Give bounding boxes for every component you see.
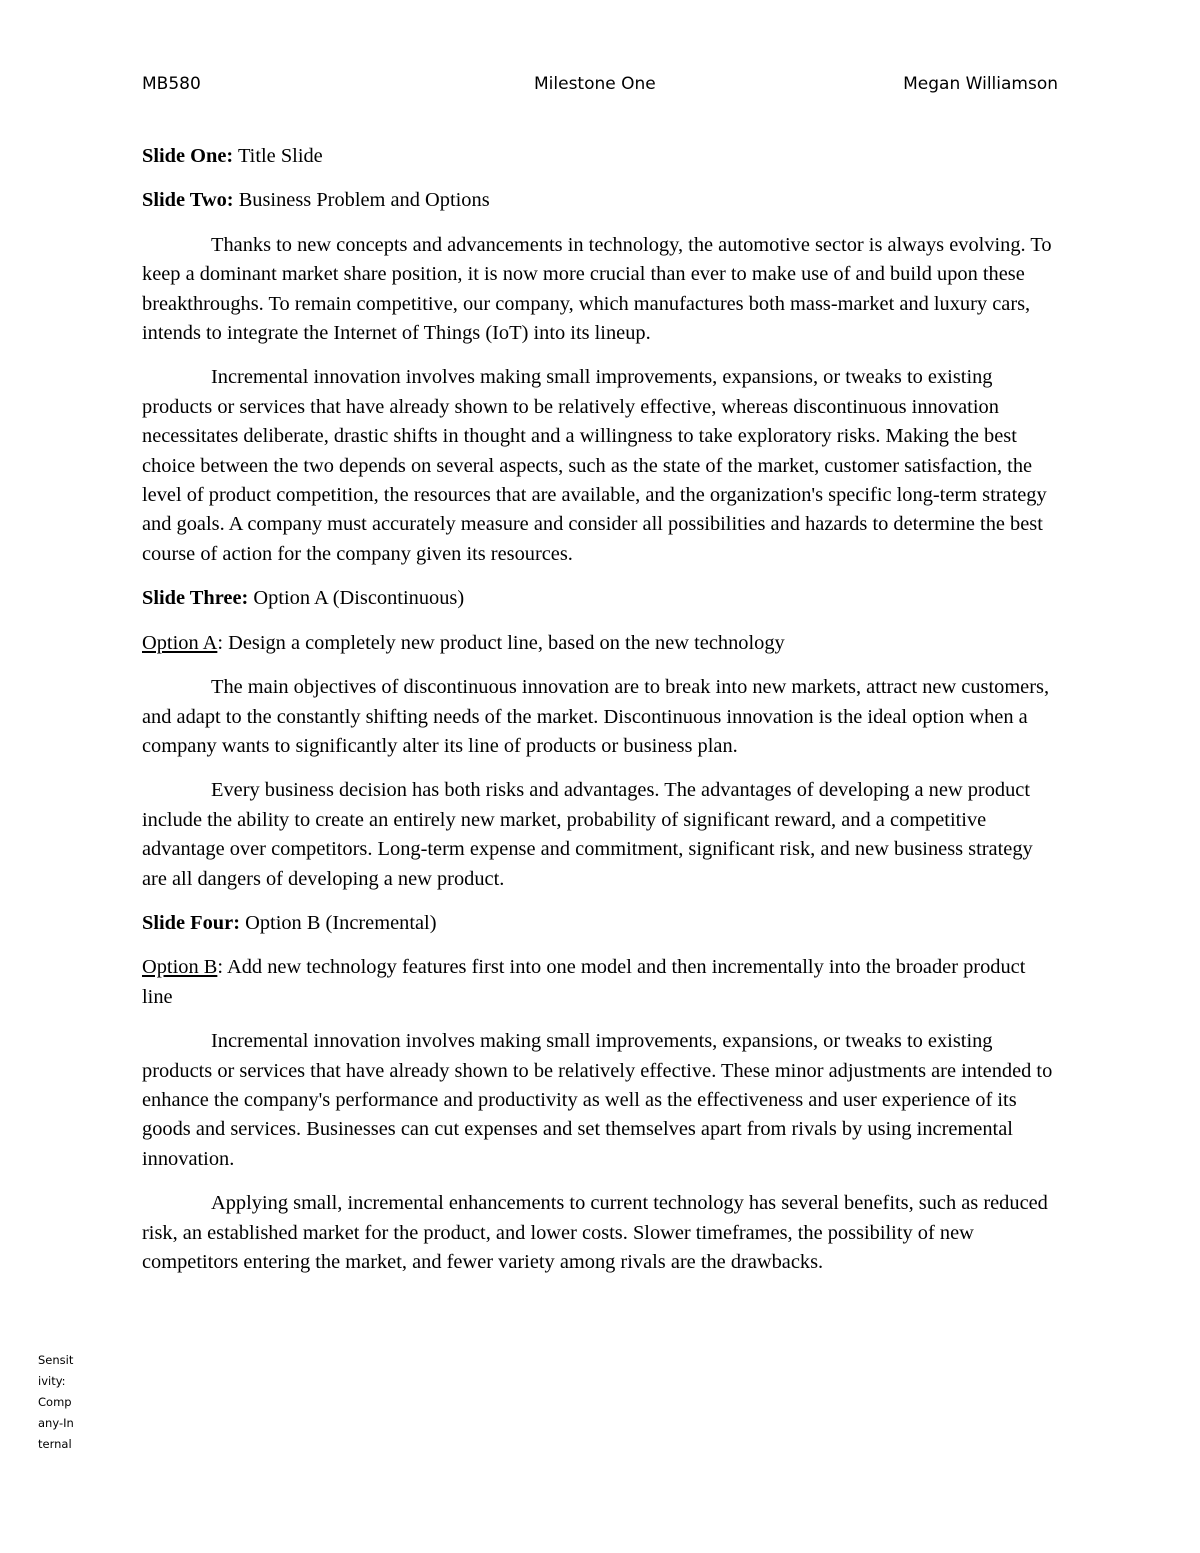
option-b-label: Option B (142, 956, 218, 979)
slide-one-title: Title Slide (237, 145, 323, 167)
slide-two-label: Slide Two: (142, 189, 234, 212)
option-a-text: : Design a completely new product line, based on the new technology (217, 631, 785, 654)
option-a-label: Option A (142, 631, 218, 654)
option-a-line (142, 629, 1058, 658)
slide-four-heading (142, 909, 1058, 938)
slide-four-label: Slide Four: (142, 911, 240, 934)
header-assignment: Milestone One (534, 74, 656, 94)
slide-two-title: Business Problem and Options (238, 189, 490, 212)
slide-four-paragraph-1: Incremental innovation involves making small improvements, expansions, or tweaks to existing products or services that have already shown to be relatively effective. These minor adjustments are intended to enhance the company's performance and productivity as well as the effectiveness and user experience of its goods and services. Businesses can cut expenses and set themselves apart from rivals by using incremental innovation. (142, 1030, 1053, 1170)
sensitivity-label: Sensitivity: Company-Internal (38, 1353, 74, 1451)
document-body (142, 142, 1058, 1292)
header-author: Megan Williamson (903, 74, 1058, 94)
slide-three-label: Slide Three: (142, 587, 249, 610)
option-b-text: : Add new technology features first into one model and then incrementally into the broader product line (142, 956, 1026, 1008)
slide-one-heading (142, 142, 1058, 171)
slide-three-title: Option A (Discontinuous) (253, 587, 465, 610)
slide-three-heading (142, 584, 1058, 613)
page-header (142, 74, 1058, 98)
slide-four-title: Option B (Incremental) (245, 911, 437, 934)
slide-four-paragraph-2: Applying small, incremental enhancements to current technology has several benefits, such as reduced risk, an established market for the product, and lower costs. Slower timeframes, the possibility of new competitors entering the market, and fewer variety among rivals are the drawbacks. (142, 1192, 1048, 1273)
slide-one-label: Slide One: (142, 145, 234, 167)
slide-two-heading (142, 186, 1058, 215)
slide-three-paragraph-1: The main objectives of discontinuous innovation are to break into new markets, attract new customers, and adapt to the constantly shifting needs of the market. Discontinuous innovation is the ideal option when a company wants to significantly alter its line of products or business plan. (142, 676, 1050, 757)
option-b-line (142, 953, 1058, 1012)
header-course: MB580 (142, 74, 201, 94)
slide-two-paragraph-1: Thanks to new concepts and advancements in technology, the automotive sector is always evolving. To keep a dominant market share position, it is now more crucial than ever to make use of and build upon these breakthroughs. To remain competitive, our company, which manufactures both mass-market and luxury cars, intends to integrate the Internet of Things (IoT) into its lineup. (142, 233, 1052, 345)
slide-two-paragraph-2: Incremental innovation involves making small improvements, expansions, or tweaks to existing products or services that have already shown to be relatively effective, whereas discontinuous innovation necessitates deliberate, drastic shifts in thought and a willingness to take exploratory risks. Making the best choice between the two depends on several aspects, such as the state of the market, customer satisfaction, the level of product competition, the resources that are available, and the organization's specific long-term strategy and goals. A company must accurately measure and consider all possibilities and hazards to determine the best course of action for the company given its resources. (142, 366, 1047, 565)
slide-three-paragraph-2: Every business decision has both risks and advantages. The advantages of developing a new product include the ability to create an entirely new market, probability of significant reward, and a competitive advantage over competitors. Long-term expense and commitment, significant risk, and new business strategy are all dangers of developing a new product. (142, 779, 1033, 890)
